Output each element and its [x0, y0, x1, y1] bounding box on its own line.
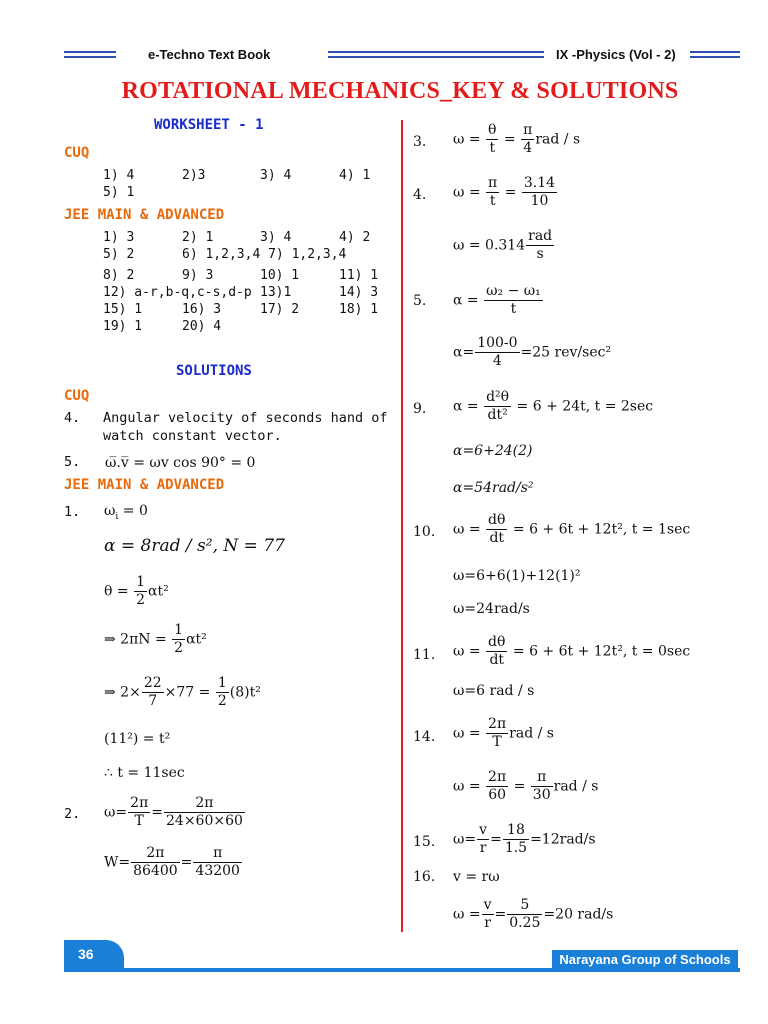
cuq-heading: CUQ	[64, 145, 90, 161]
column-divider	[401, 120, 403, 932]
solution-4r-number: 4.	[413, 187, 427, 203]
eq-10c: ω=24rad/s	[453, 601, 530, 617]
eq-4a: ω = $\frac{\pi}{t}$ = $\frac{3.14}{10}$	[453, 175, 556, 209]
eq-3: ω = $\frac{\theta}{t}$ = $\frac{\pi}{4}$ rad / s	[453, 122, 581, 156]
cuq-answer: 2)3	[182, 168, 206, 183]
solution-15-number: 15.	[413, 834, 436, 850]
eq-substitute: ⇒ 2× $\frac{22}{7}$ ×77 = $\frac{1}{2}$ (8)t²	[104, 675, 261, 709]
eq-10a: ω = $\frac{d\theta}{dt}$ = 6 + 6t + 12t², t = 1sec	[453, 512, 691, 546]
solution-2-number: 2.	[64, 806, 81, 822]
eq-16a: v = rω	[453, 869, 500, 885]
eq-2pin: ⇒ 2πN = $\frac{1}{2}$ αt²	[104, 622, 207, 656]
solution-16-number: 16.	[413, 869, 436, 885]
footer-brand: Narayana Group of Schools	[552, 950, 738, 970]
eq-t-result: ∴ t = 11sec	[104, 765, 185, 781]
solution-1-number: 1.	[64, 504, 81, 520]
header-rule-right-top	[690, 51, 740, 53]
eq-omega-2pi-t: ω= $\frac{2\pi}{T}$ = $\frac{2\pi}{24\times 60\times 60}$	[104, 795, 243, 829]
jee-answer: 1) 3	[103, 230, 135, 245]
page-number-tab	[64, 940, 124, 972]
eq-14b: ω = $\frac{2\pi}{60}$ = $\frac{\pi}{30}$ rad / s	[453, 769, 599, 803]
eq-14a: ω = $\frac{2\pi}{T}$ rad / s	[453, 716, 554, 750]
eq-16b: ω = $\frac{v}{r}$ = $\frac{5}{0.25}$ =20 rad/s	[453, 897, 614, 931]
solution-5r-number: 5.	[413, 293, 427, 309]
solutions-heading: SOLUTIONS	[176, 363, 252, 379]
worksheet-heading: WORKSHEET - 1	[154, 117, 264, 133]
solution-5-equation: ω̅.v̅ = ωv cos 90° = 0	[105, 455, 256, 471]
eq-alpha-n: α = 8rad / s², N = 77	[104, 536, 285, 556]
eq-4b: ω = 0.314 $\frac{\text{rad}}{s}$	[453, 228, 553, 262]
header-rule-left-top	[64, 51, 116, 53]
cuq-answer: 5) 1	[103, 185, 135, 200]
jee-answer: 11) 1	[339, 268, 379, 283]
solution-3-number: 3.	[413, 134, 427, 150]
solution-10-number: 10.	[413, 524, 436, 540]
header-subject: IX -Physics (Vol - 2)	[556, 47, 676, 62]
solution-14-number: 14.	[413, 729, 436, 745]
jee-answer: 13)1	[260, 285, 292, 300]
cuq-answer: 1) 4	[103, 168, 135, 183]
eq-w-value: W= $\frac{2\pi}{86400}$ = $\frac{\pi}{43200}$	[104, 845, 240, 879]
eq-11-squared: (11²) = t²	[104, 731, 171, 747]
solution-4-line2: watch constant vector.	[103, 428, 282, 444]
jee-heading: JEE MAIN & ADVANCED	[64, 207, 225, 223]
jee-answer: 6) 1,2,3,4 7) 1,2,3,4	[182, 247, 347, 262]
solutions-cuq-heading: CUQ	[64, 388, 90, 404]
page-title: ROTATIONAL MECHANICS_KEY & SOLUTIONS	[121, 78, 679, 104]
solution-11-number: 11.	[413, 647, 436, 663]
eq-omega-initial: $\omega_i = 0$	[104, 503, 148, 522]
jee-answer: 14) 3	[339, 285, 379, 300]
solution-9-number: 9.	[413, 401, 427, 417]
jee-answer: 2) 1	[182, 230, 214, 245]
eq-9a: α = $\frac{\text{d²θ}}{\text{dt²}}$ = 6 + 24t, t = 2sec	[453, 389, 654, 423]
jee-answer: 12) a-r,b-q,c-s,d-p	[103, 285, 252, 300]
page-header	[0, 44, 768, 66]
solution-4-number: 4.	[64, 410, 81, 426]
solutions-jee-heading: JEE MAIN & ADVANCED	[64, 477, 225, 493]
header-rule-left-bottom	[64, 56, 116, 58]
jee-answer: 3) 4	[260, 230, 292, 245]
jee-answer: 10) 1	[260, 268, 300, 283]
eq-9b: α=6+24(2)	[453, 443, 533, 459]
header-rule-mid-bottom	[328, 56, 544, 58]
jee-answer: 4) 2	[339, 230, 371, 245]
page-number: 36	[78, 946, 94, 962]
eq-15: ω= $\frac{v}{r}$ = $\frac{18}{1.5}$ =12rad/s	[453, 822, 596, 856]
jee-answer: 19) 1	[103, 319, 143, 334]
eq-theta-half-alpha-t2: θ = $\frac{1}{2}$ αt²	[104, 574, 169, 608]
header-book-title: e-Techno Text Book	[148, 47, 271, 62]
jee-answer: 17) 2	[260, 302, 300, 317]
eq-11b: ω=6 rad / s	[453, 683, 535, 699]
jee-answer: 15) 1	[103, 302, 143, 317]
jee-answer: 20) 4	[182, 319, 222, 334]
eq-9c: α=54rad/s²	[453, 480, 534, 496]
eq-11a: ω = $\frac{d\theta}{dt}$ = 6 + 6t + 12t², t = 0sec	[453, 634, 691, 668]
solution-4-line1: Angular velocity of seconds hand of	[103, 410, 388, 426]
header-rule-mid-top	[328, 51, 544, 53]
jee-answer: 18) 1	[339, 302, 379, 317]
header-rule-right-bottom	[690, 56, 740, 58]
jee-answer: 8) 2	[103, 268, 135, 283]
eq-10b: ω=6+6(1)+12(1)²	[453, 568, 581, 584]
eq-5b: α= $\frac{100-0}{4}$ =25 rev/sec²	[453, 335, 612, 369]
eq-5a: α = $\frac{\text{ω₂ − ω₁}}{t}$	[453, 283, 541, 317]
jee-answer: 16) 3	[182, 302, 222, 317]
solution-5-number: 5.	[64, 454, 81, 470]
cuq-answer: 3) 4	[260, 168, 292, 183]
cuq-answer: 4) 1	[339, 168, 371, 183]
jee-answer: 9) 3	[182, 268, 214, 283]
jee-answer: 5) 2	[103, 247, 135, 262]
